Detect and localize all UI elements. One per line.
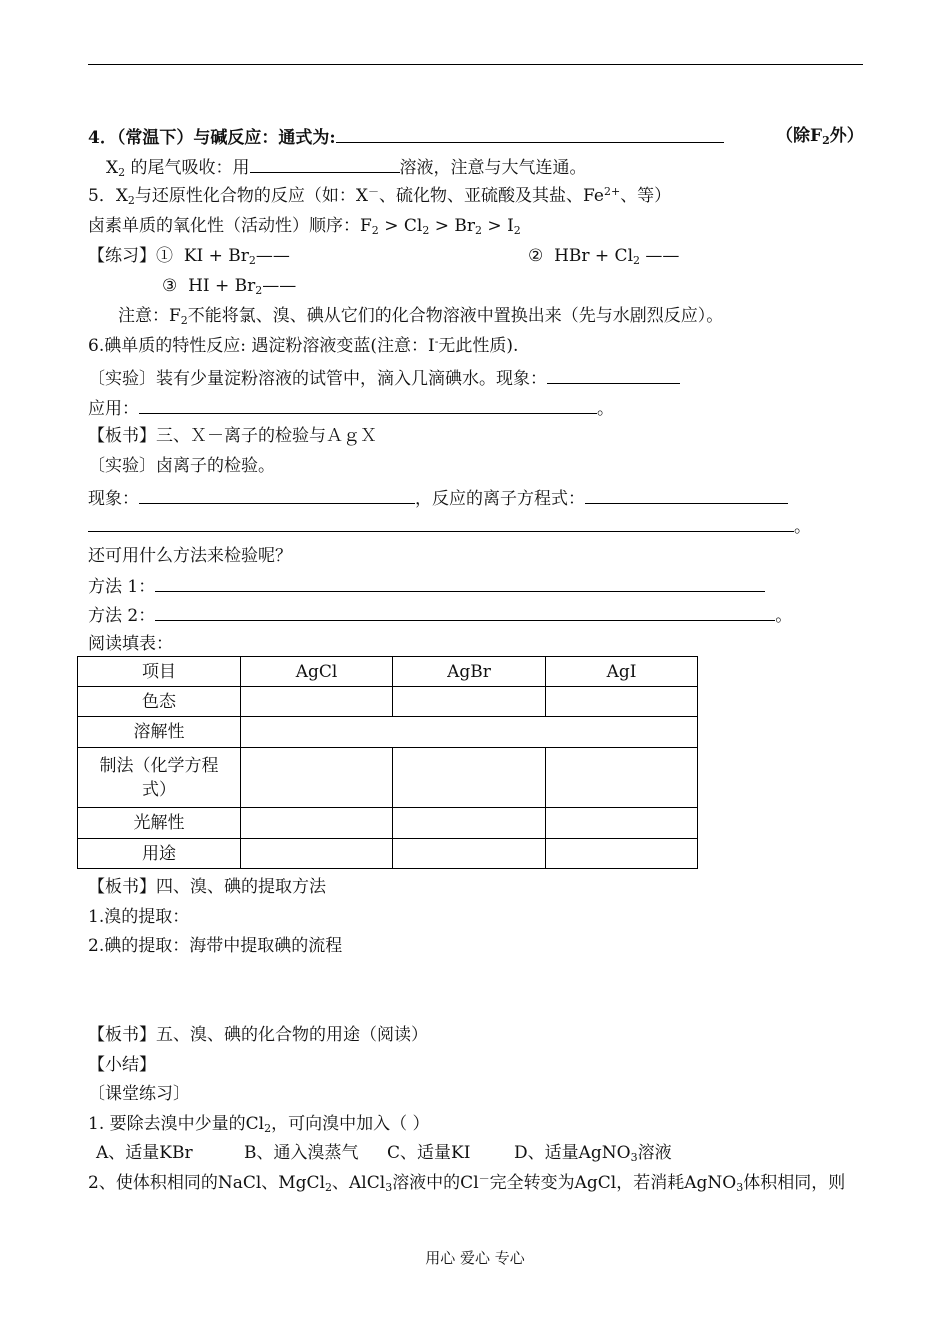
board-4-heading: 【板书】四、溴、碘的提取方法 xyxy=(88,877,326,897)
board-3-heading: 【板书】三、Ｘ－离子的检验与ＡｇＸ xyxy=(88,426,377,446)
section-number: 4． xyxy=(88,128,117,148)
answer-blank-method-1[interactable] xyxy=(155,574,765,592)
other-method-question: 还可用什么方法来检验呢？ xyxy=(88,546,292,566)
answer-blank-phenomenon-1[interactable] xyxy=(547,366,680,384)
tail-gas-line: $X_2$ 的尾气吸收：用 溶液，注意与大气连通。 xyxy=(106,155,587,179)
table-cell-empty[interactable] xyxy=(393,808,546,839)
method-2-line: 方法 2： 。 xyxy=(88,603,792,627)
table-cell-empty[interactable] xyxy=(241,839,393,869)
table-cell-empty[interactable] xyxy=(546,748,698,808)
section-4-exception-note: （除$F_2$外） xyxy=(776,126,864,147)
section-4-heading: （常温下）与碱反应：通式为: xyxy=(116,128,336,148)
oxidizing-order-line: 卤素单质的氧化性（活动性）顺序：$F_2 > Cl_2 > Br_2 > I_2$ xyxy=(88,216,521,237)
answer-blank-general-formula[interactable] xyxy=(336,125,724,143)
table-cell-empty[interactable] xyxy=(241,808,393,839)
experiment-1-line: 〔实验〕装有少量淀粉溶液的试管中，滴入几滴碘水。现象： xyxy=(88,366,680,390)
table-cell-empty[interactable] xyxy=(546,839,698,869)
question-1-option-d[interactable]: D、适量AgNO$_3$溶液 xyxy=(514,1143,672,1164)
table-cell-empty[interactable] xyxy=(546,687,698,717)
table-cell-empty[interactable] xyxy=(241,687,393,717)
table-header-cell: AgCl xyxy=(241,657,393,687)
answer-blank-ionic-equation[interactable] xyxy=(585,486,788,504)
section-6-line: 6.碘单质的特性反应: 遇淀粉溶液变蓝(注意：I-无此性质). xyxy=(88,335,519,356)
exercise-item-2: ② HBr + $Cl_2$ —— xyxy=(528,246,680,267)
table-row-label: 溶解性 xyxy=(78,717,241,748)
method-1-line: 方法 1： xyxy=(88,574,765,598)
application-line: 应用： 。 xyxy=(88,396,614,420)
table-cell-empty[interactable] xyxy=(241,748,393,808)
page-footer: 用心 爱心 专心 xyxy=(425,1249,525,1267)
phenomenon-line: 现象： ，反应的离子方程式： xyxy=(88,486,788,510)
table-header-cell: 项目 xyxy=(78,657,241,687)
question-1-option-b[interactable]: B、通入溴蒸气 xyxy=(244,1143,359,1163)
question-1: 1. 要除去溴中少量的$Cl_2$，可向溴中加入（ ） xyxy=(88,1114,430,1135)
answer-blank-absorbent[interactable] xyxy=(250,155,400,173)
table-row xyxy=(78,687,698,717)
section-5-line: 5．$X_2$与还原性化合物的反应（如：X－、硫化物、亚硫酸及其盐、$Fe^{2+}$、等） xyxy=(88,185,672,207)
table-row-label: 色态 xyxy=(78,687,241,717)
table-cell-empty[interactable] xyxy=(546,808,698,839)
silver-halide-table xyxy=(77,656,698,869)
exercise-line-1: 【练习】① KI + $Br_2——$ xyxy=(88,246,290,267)
table-row xyxy=(78,808,698,839)
experiment-2-line: 〔实验〕卤离子的检验。 xyxy=(88,456,275,476)
exercise-item-3: ③ HI + $Br_2——$ xyxy=(162,276,297,297)
header-rule xyxy=(88,64,863,65)
table-row-label: 用途 xyxy=(78,839,241,869)
table-cell-empty[interactable] xyxy=(393,748,546,808)
section-4-line xyxy=(88,125,724,149)
summary-heading: 【小结】 xyxy=(88,1055,156,1075)
table-row xyxy=(78,748,698,808)
table-cell-empty[interactable] xyxy=(393,687,546,717)
bromine-extraction-line: 1.溴的提取： xyxy=(88,907,190,927)
table-row-label: 光解性 xyxy=(78,808,241,839)
table-row xyxy=(78,717,698,748)
table-header-cell: AgI xyxy=(546,657,698,687)
table-cell-empty[interactable] xyxy=(393,839,546,869)
table-header-row xyxy=(78,657,698,687)
question-1-option-c[interactable]: C、适量KI xyxy=(387,1143,471,1163)
board-5-heading: 【板书】五、溴、碘的化合物的用途（阅读） xyxy=(88,1025,428,1045)
answer-blank-phenomenon-2[interactable] xyxy=(139,486,415,504)
iodine-extraction-line: 2.碘的提取：海带中提取碘的流程 xyxy=(88,936,343,956)
table-row xyxy=(78,839,698,869)
notice-line: 注意：$F_2$不能将氯、溴、碘从它们的化合物溶液中置换出来（先与水剧烈反应）。 xyxy=(118,306,724,327)
read-fill-label: 阅读填表： xyxy=(88,634,173,654)
answer-blank-application[interactable] xyxy=(139,396,597,414)
question-1-option-a[interactable]: A、适量KBr xyxy=(96,1143,193,1163)
class-practice-heading: 〔课堂练习〕 xyxy=(88,1084,190,1104)
answer-blank-method-2[interactable] xyxy=(155,603,775,621)
table-header-cell: AgBr xyxy=(393,657,546,687)
answer-blank-ionic-equation-cont[interactable] xyxy=(88,514,794,532)
table-cell-empty[interactable] xyxy=(241,717,698,748)
question-2: 2、使体积相同的NaCl、MgCl$_2$、AlCl$_3$溶液中的Cl－完全转变为AgCl，若消耗AgNO$_3$体积相同，则 xyxy=(88,1172,846,1194)
phenomenon-continuation-line: 。 xyxy=(88,514,811,538)
table-row-label: 制法（化学方程式） xyxy=(78,748,241,808)
